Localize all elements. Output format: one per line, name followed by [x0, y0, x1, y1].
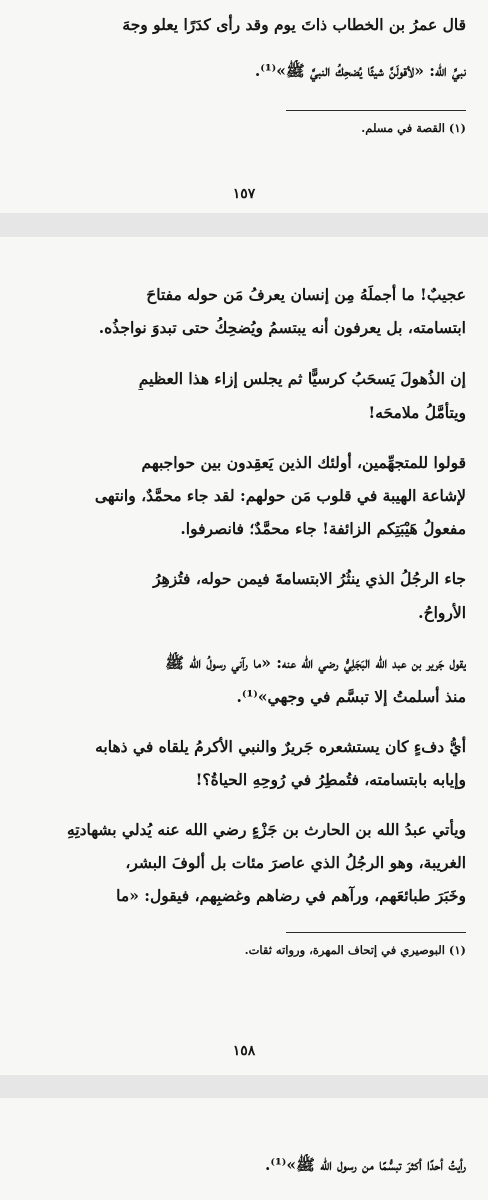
- body-line: لإشاعة الهيبة في قلوب مَن حولهم: لقد جاء محمَّدٌ، وانتهى: [94, 486, 466, 505]
- page-gap: [0, 1075, 488, 1098]
- book-page-159: [0, 1098, 488, 1200]
- footnote: (١) القصة في مسلم.: [361, 121, 466, 135]
- page-number: ١٥٨: [232, 1043, 256, 1059]
- body-line: وإيابه بابتسامته، فتُمطِرُ في رُوحِهِ الحياةُ؟!: [195, 770, 466, 789]
- body-line: قال عمرُ بن الخطاب ذاتَ يوم وقد رأى كدَرًا يعلو وجهَ: [122, 15, 466, 34]
- body-line: إن الذُهولَ يَسحَبُ كرسيًّا ثم يجلس إزاء هذا العظيمِ: [138, 369, 466, 388]
- body-line: منذ أسلمتُ إلا تبسَّم في وجهي»⁽¹⁾.: [236, 687, 466, 706]
- body-line: قولوا للمتجهِّمين، أولئك الذين يَعقِدون بين حواجبهم: [141, 453, 466, 472]
- footnote: (١) البوصيري في إتحاف المهرة، ورواته ثقات.: [244, 943, 466, 957]
- body-line: عجيبٌ! ما أجملَهُ مِن إنسان يعرفُ مَن حوله مفتاحَ: [146, 285, 466, 304]
- body-line: وخَبَرَ طبائعَهم، ورآهم في رضاهم وغضبِهم، فيقول: «ما: [116, 886, 466, 905]
- body-line: جاء الرجُلُ الذي ينثُرُ الابتسامةَ فيمن حوله، فتُزهِرُ: [153, 569, 466, 588]
- body-line: نبيِّ الله: «لأقولَنَّ شيئًا يُضحِكُ النبيَّ ﷺ»⁽¹⁾.: [254, 61, 466, 80]
- book-page-157: [0, 0, 488, 213]
- body-line: أيُّ دفءٍ كان يستشعره جَريرٌ والنبي الأكرمُ يلقاه في ذهابه: [95, 737, 466, 756]
- body-line: رأيتُ أحدًا أكثرَ تبسُّمًا من رسول الله ﷺ»⁽¹⁾.: [264, 1155, 466, 1174]
- page-gap: [0, 213, 488, 237]
- body-line: ويتأمَّلُ ملامحَه!: [368, 403, 466, 422]
- page-number: ١٥٧: [232, 186, 256, 202]
- body-line: ويأتي عبدُ الله بن الحارث بن جَزْءٍ رضي الله عنه يُدلي بشهادتِهِ: [66, 820, 466, 839]
- body-line: ابتسامته، بل يعرفون أنه يبتسمُ ويُضحِكُ حتى تبدوَ نواجذُه.: [98, 318, 466, 337]
- body-line: مفعولُ هَيْبَتِكم الزائفة! جاء محمَّدٌ؛ فانصرفوا.: [180, 519, 466, 538]
- footnote-separator: [286, 110, 466, 111]
- body-line: الغريبة، وهو الرجُلُ الذي عاصرَ مئات بل ألوفَ البشر،: [125, 853, 466, 872]
- body-line: الأرواحُ.: [418, 603, 466, 622]
- footnote-separator: [286, 932, 466, 933]
- book-page-158: [0, 237, 488, 1075]
- body-line: يقول جَرير بن عبد الله البَجَلِيُّ رضي الله عنه: «ما رآني رسولُ الله ﷺ: [165, 653, 466, 672]
